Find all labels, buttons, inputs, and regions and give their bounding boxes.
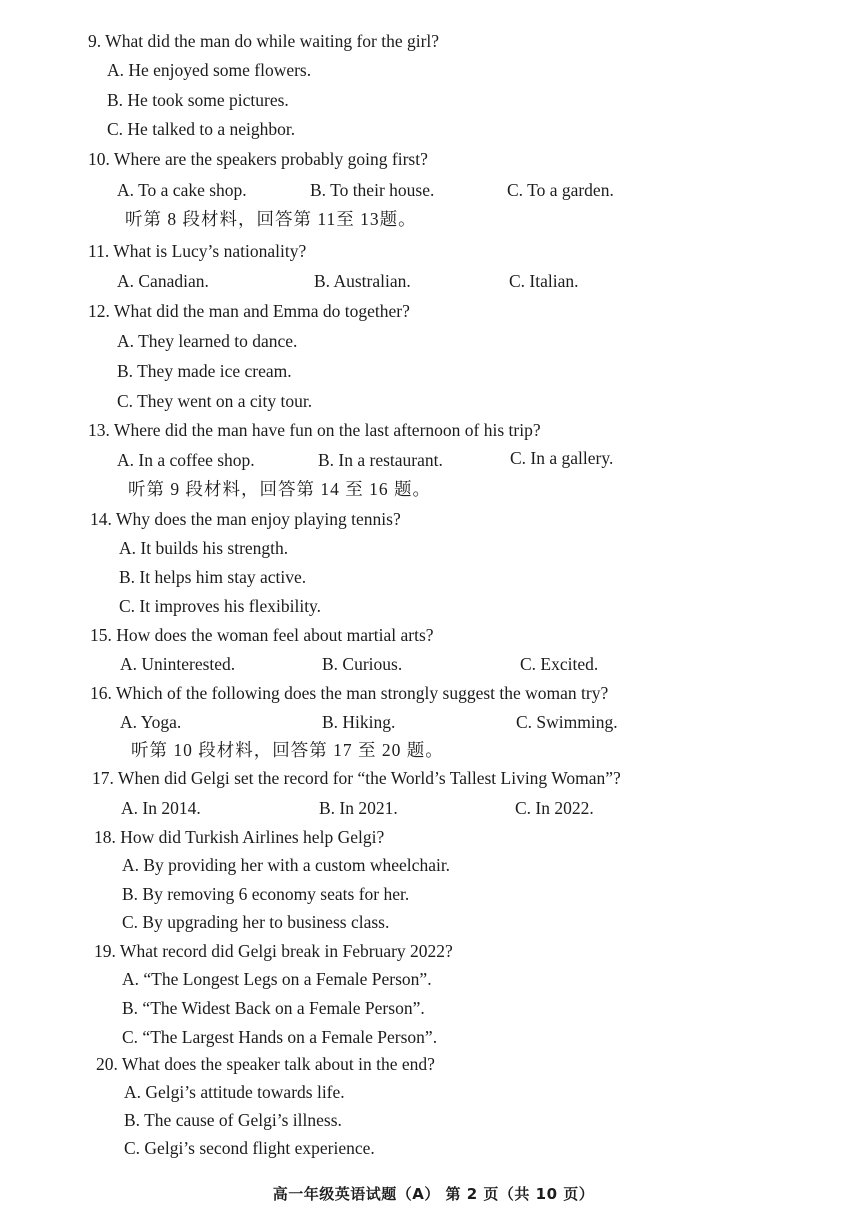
option-15b: B. Curious.: [322, 654, 403, 674]
option-17c: C. In 2022.: [515, 798, 594, 818]
question-12: 12. What did the man and Emma do together?: [88, 301, 410, 321]
option-20a: A. Gelgi’s attitude towards life.: [124, 1082, 345, 1102]
question-16: 16. Which of the following does the man strongly suggest the woman try?: [90, 683, 609, 703]
question-9: 9. What did the man do while waiting for the girl?: [88, 31, 440, 51]
option-15c: C. Excited.: [520, 654, 599, 674]
option-12b: B. They made ice cream.: [117, 361, 292, 381]
option-13c: C. In a gallery.: [510, 448, 614, 468]
section-heading-10: 听第 10 段材料，回答第 17 至 20 题。: [131, 740, 444, 760]
option-16a: A. Yoga.: [120, 712, 182, 732]
option-20b: B. The cause of Gelgi’s illness.: [124, 1110, 342, 1130]
option-14a: A. It builds his strength.: [119, 538, 289, 558]
option-20c: C. Gelgi’s second flight experience.: [124, 1138, 375, 1158]
option-18b: B. By removing 6 economy seats for her.: [122, 884, 410, 904]
option-18c: C. By upgrading her to business class.: [122, 912, 390, 932]
option-12a: A. They learned to dance.: [117, 331, 298, 351]
question-19: 19. What record did Gelgi break in February 2022?: [94, 941, 453, 961]
question-17: 17. When did Gelgi set the record for “the World’s Tallest Living Woman”?: [92, 768, 621, 788]
question-11: 11. What is Lucy’s nationality?: [88, 241, 307, 261]
option-17b: B. In 2021.: [319, 798, 398, 818]
section-heading-9: 听第 9 段材料，回答第 14 至 16 题。: [128, 479, 431, 499]
question-15: 15. How does the woman feel about martial arts?: [90, 625, 434, 645]
option-13a: A. In a coffee shop.: [117, 450, 255, 470]
option-14b: B. It helps him stay active.: [119, 567, 307, 587]
option-12c: C. They went on a city tour.: [117, 391, 313, 411]
page-footer: 高一年级英语试题（A） 第 2 页（共 10 页）: [272, 1185, 595, 1203]
option-10b: B. To their house.: [310, 180, 435, 200]
option-11b: B. Australian.: [314, 271, 411, 291]
question-13: 13. Where did the man have fun on the last afternoon of his trip?: [88, 420, 541, 440]
option-18a: A. By providing her with a custom wheelchair.: [122, 855, 451, 875]
option-19c: C. “The Largest Hands on a Female Person”.: [122, 1027, 438, 1047]
option-10c: C. To a garden.: [507, 180, 614, 200]
option-17a: A. In 2014.: [121, 798, 201, 818]
question-20: 20. What does the speaker talk about in the end?: [96, 1054, 435, 1074]
option-16c: C. Swimming.: [516, 712, 618, 732]
section-heading-8: 听第 8 段材料，回答第 11至 13题。: [125, 209, 417, 229]
option-19a: A. “The Longest Legs on a Female Person”.: [122, 969, 432, 989]
question-18: 18. How did Turkish Airlines help Gelgi?: [94, 827, 385, 847]
option-11c: C. Italian.: [509, 271, 579, 291]
question-10: 10. Where are the speakers probably going first?: [88, 149, 428, 169]
option-11a: A. Canadian.: [117, 271, 209, 291]
option-10a: A. To a cake shop.: [117, 180, 247, 200]
option-9b: B. He took some pictures.: [107, 90, 289, 110]
option-14c: C. It improves his flexibility.: [119, 596, 322, 616]
option-15a: A. Uninterested.: [120, 654, 236, 674]
option-16b: B. Hiking.: [322, 712, 396, 732]
option-9a: A. He enjoyed some flowers.: [107, 60, 312, 80]
option-19b: B. “The Widest Back on a Female Person”.: [122, 998, 425, 1018]
question-14: 14. Why does the man enjoy playing tennis?: [90, 509, 401, 529]
option-9c: C. He talked to a neighbor.: [107, 119, 296, 139]
option-13b: B. In a restaurant.: [318, 450, 443, 470]
